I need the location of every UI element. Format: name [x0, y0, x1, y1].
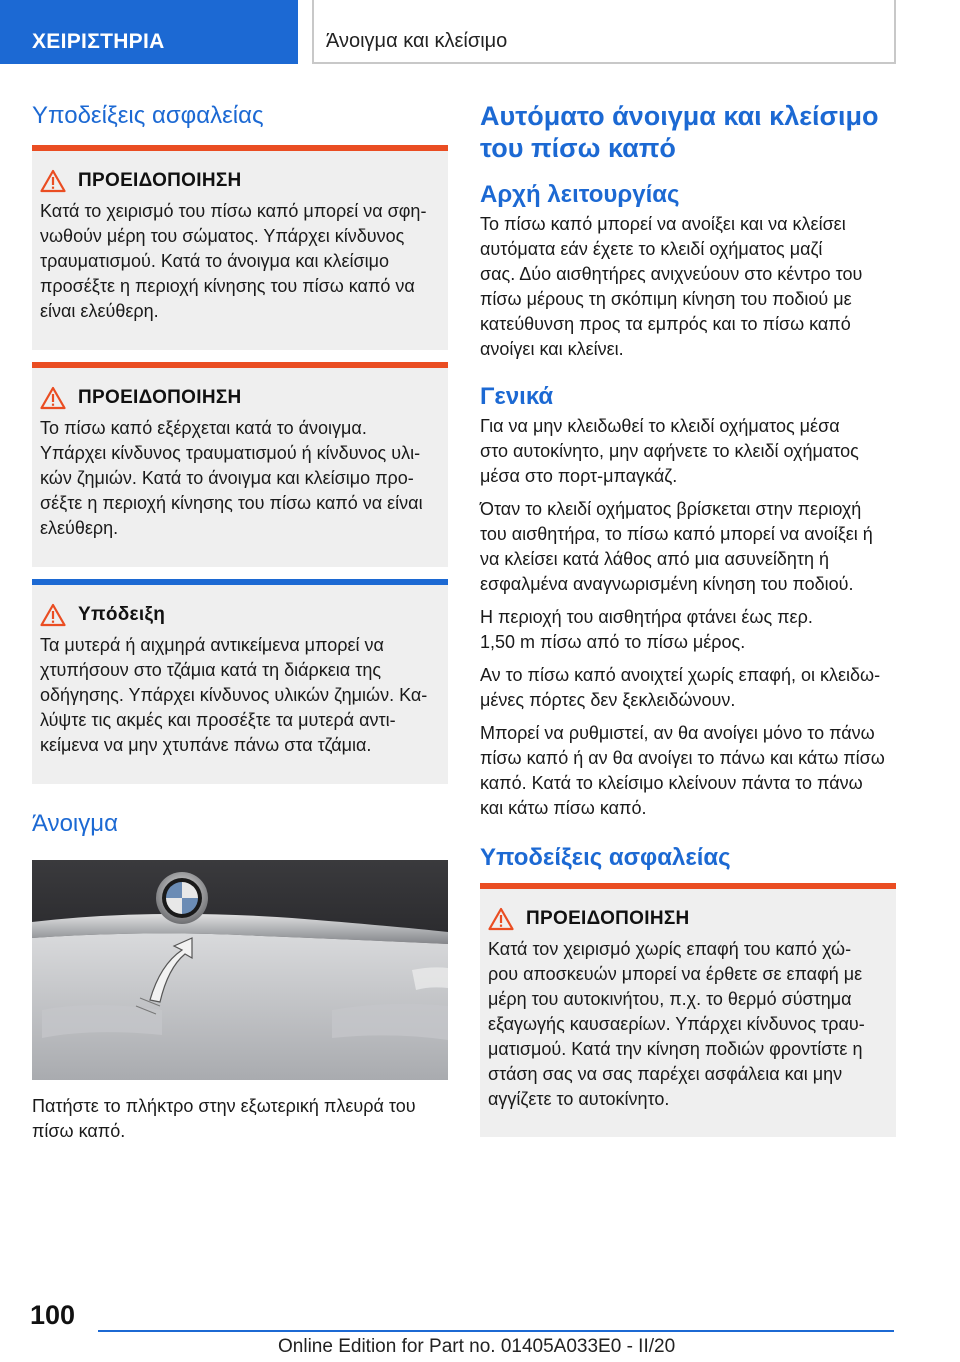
line: πίσω καπό ή αν θα ανοίγει το πάνω και κάτω πίσω	[480, 748, 885, 768]
line: κατεύθυνση προς τα εμπρός και το πίσω καπό	[480, 314, 851, 334]
general-text-4	[480, 663, 896, 713]
general-text-1	[480, 414, 896, 489]
general-heading: Γενικά	[480, 383, 554, 410]
header-section-label: ΧΕΙΡΙΣΤΗΡΙΑ	[32, 30, 165, 53]
line: να κλείσει κατά λάθος από μια ασυνείδητη ή	[480, 549, 830, 569]
safety-heading-left: Υποδείξεις ασφαλείας	[32, 102, 264, 129]
line: Πατήστε το πλήκτρο στην εξωτερική πλευρά του	[32, 1096, 416, 1116]
line: Για να μην κλειδωθεί το κλειδί οχήματος μέσα	[480, 416, 840, 436]
line: νωθούν μέρη του σώματος. Υπάρχει κίνδυνος	[40, 226, 405, 246]
trunk-photo-illustration	[32, 860, 448, 1080]
safety-heading-right: Υποδείξεις ασφαλείας	[480, 844, 731, 871]
line: Κατά τον χειρισμό χωρίς επαφή του καπό χώ-	[488, 939, 852, 959]
line: πίσω μέρους τη σκόπιμη κίνηση του ποδιού με	[480, 289, 852, 309]
line: οδήγησης. Υπάρχει κίνδυνος υλικών ζημιών. Κα-	[40, 685, 428, 705]
line: Το πίσω καπό εξέρχεται κατά το άνοιγμα.	[40, 418, 367, 438]
line: Όταν το κλειδί οχήματος βρίσκεται στην περιοχή	[480, 499, 862, 519]
line: μέσα στο πορτ-μπαγκάζ.	[480, 466, 678, 486]
line: εξαγωγής καυσαερίων. Υπάρχει κίνδυνος τραυ-	[488, 1014, 865, 1034]
line: ανοίγει και κλείνει.	[480, 339, 624, 359]
line: μένες πόρτες δεν ξεκλειδώνουν.	[480, 690, 736, 710]
warning-box-1-text	[32, 195, 448, 324]
line: Αν το πίσω καπό ανοιχτεί χωρίς επαφή, οι κλειδω-	[480, 665, 881, 685]
warning-triangle-icon	[40, 603, 66, 627]
line: ρου αποσκευών μπορεί να έρθετε σε επαφή με	[488, 964, 863, 984]
warning-triangle-icon	[488, 907, 514, 931]
opening-heading: Άνοιγμα	[32, 810, 118, 837]
header-chapter-box	[312, 0, 896, 64]
footer-divider	[98, 1330, 894, 1332]
trunk-button-photo	[32, 860, 448, 1080]
line: Κατά το χειρισμό του πίσω καπό μπορεί να σφη-	[40, 201, 427, 221]
warning-box-1-label: ΠΡΟΕΙΔΟΠΟΙΗΣΗ	[78, 170, 242, 191]
warning-box-3-title	[480, 905, 896, 933]
line: αυτόματα εάν έχετε το κλειδί οχήματος μαζί	[480, 239, 823, 259]
line: αγγίζετε το αυτοκίνητο.	[488, 1089, 670, 1109]
notice-box-title	[32, 601, 448, 629]
line: Η περιοχή του αισθητήρα φτάνει έως περ.	[480, 607, 813, 627]
line: μέρη του αυτοκινήτου, π.χ. το θερμό σύστημα	[488, 989, 852, 1009]
warning-box-3-text	[480, 933, 896, 1112]
line: πίσω καπό.	[32, 1121, 126, 1141]
line: ελεύθερη.	[40, 518, 119, 538]
warning-triangle-icon	[40, 386, 66, 410]
line: στάση σας να σας παρέχει ασφάλεια και μην	[488, 1064, 843, 1084]
general-text-3	[480, 605, 896, 655]
general-text-2	[480, 497, 896, 597]
photo-caption	[32, 1094, 448, 1144]
principle-heading: Αρχή λειτουργίας	[480, 181, 680, 208]
line: τραυματισμού. Κατά το άνοιγμα και κλείσιμο	[40, 251, 390, 271]
line: εσφαλμένα αναγνωρισμένη κίνηση του ποδιού.	[480, 574, 854, 594]
header-chapter-label: Άνοιγμα και κλείσιμο	[326, 30, 508, 52]
warning-box-2-label: ΠΡΟΕΙΔΟΠΟΙΗΣΗ	[78, 387, 242, 408]
notice-box	[32, 579, 448, 784]
warning-box-2-title	[32, 384, 448, 412]
footer-edition: Online Edition for Part no. 01405A033E0 - II/20	[278, 1336, 676, 1357]
right-column	[480, 100, 896, 1137]
line: 1,50 m πίσω από το πίσω μέρος.	[480, 632, 746, 652]
line: είναι ελεύθερη.	[40, 301, 159, 321]
line: του αισθητήρα, το πίσω καπό μπορεί να ανοίξει ή	[480, 524, 873, 544]
line: λύψτε τις ακμές και προσέξτε τα μυτερά αντι-	[40, 710, 396, 730]
general-text-5	[480, 721, 896, 821]
line: σέξτε η περιοχή κίνησης του πίσω καπό να είναι	[40, 493, 423, 513]
line: του πίσω καπό	[480, 133, 676, 163]
warning-box-2	[32, 362, 448, 567]
line: Τα μυτερά ή αιχμηρά αντικείμενα μπορεί να	[40, 635, 384, 655]
line: σας. Δύο αισθητήρες ανιχνεύουν στο κέντρο του	[480, 264, 863, 284]
line: Μπορεί να ρυθμιστεί, αν θα ανοίγει μόνο το πάνω	[480, 723, 875, 743]
notice-box-text	[32, 629, 448, 758]
warning-box-1	[32, 145, 448, 350]
header-section-tab	[0, 0, 298, 64]
warning-box-2-text	[32, 412, 448, 541]
line: κείμενα να μην χτυπάνε πάνω στα τζάμια.	[40, 735, 372, 755]
warning-box-1-title	[32, 167, 448, 195]
line: Το πίσω καπό μπορεί να ανοίξει και να κλείσει	[480, 214, 846, 234]
notice-box-label: Υπόδειξη	[78, 604, 166, 625]
line: ματισμού. Κατά την κίνηση ποδιών φροντίστε η	[488, 1039, 863, 1059]
main-heading	[480, 100, 896, 164]
line: προσέξτε η περιοχή κίνησης του πίσω καπό να	[40, 276, 415, 296]
line: κών ζημιών. Κατά το άνοιγμα και κλείσιμο προ-	[40, 468, 414, 488]
line: Αυτόματο άνοιγμα και κλείσιμο	[480, 101, 879, 131]
line: καπό. Κατά το κλείσιμο κλείνουν πάντα το πάνω	[480, 773, 863, 793]
page-number: 100	[30, 1300, 76, 1330]
principle-text	[480, 212, 896, 362]
line: Υπάρχει κίνδυνος τραυματισμού ή κίνδυνος υλι-	[40, 443, 421, 463]
line: στο αυτοκίνητο, μην αφήνετε το κλειδί οχήματος	[480, 441, 859, 461]
left-column	[32, 100, 448, 1144]
warning-triangle-icon	[40, 169, 66, 193]
warning-box-3	[480, 883, 896, 1137]
warning-box-3-label: ΠΡΟΕΙΔΟΠΟΙΗΣΗ	[526, 908, 690, 929]
line: χτυπήσουν στο τζάμια κατά τη διάρκεια της	[40, 660, 382, 680]
line: και κάτω πίσω καπό.	[480, 798, 647, 818]
